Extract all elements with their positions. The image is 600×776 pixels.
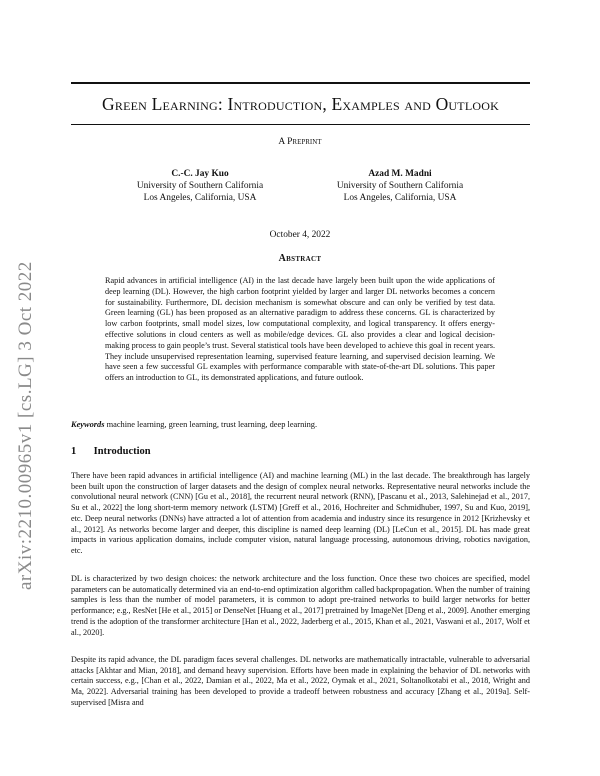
keywords-text: machine learning, green learning, trust learning, deep learning. <box>106 420 318 429</box>
author-name: C.-C. Jay Kuo <box>171 169 229 179</box>
keywords-line <box>71 420 531 429</box>
abstract-text: Rapid advances in artificial intelligence (AI) in the last decade have largely been built upon the wide applications of deep learning (DL). However, the high carbon footprint yielded by larger and larger DL networks becomes a concern for sustainability. Furthermore, DL decision mechanism is somewhat obscure and can only be verified by test data. Green learning (GL) has been proposed as an alternative paradigm to address these concerns. GL is characterized by low carbon footprints, small model sizes, low computational complexity, and logical transparency. It offers energy-effective solutions in cloud centers as well as mobile/edge devices. GL also provides a clear and logical decision-making process to gain people’s trust. Several statistical tools have been developed to achieve this goal in recent years. They include unsupervised representation learning, supervised feature learning, and supervised decision learning. We have seen a few successful GL examples with performance comparable with state-of-the-art DL solutions. This paper offers an introduction to GL, its demonstrated applications, and future outlook. <box>105 276 495 383</box>
body-paragraph: Despite its rapid advance, the DL paradigm faces several challenges. DL networks are mathematically intractable, vulnerable to adversarial attacks [Akhtar and Mian, 2018], and demand heavy supervision. Efforts have been made in explaining the behavior of DL networks with certain success, e.g., [Chan et al., 2022, Damian et al., 2022, Ma et al., 2022, Oymak et al., 2021, Soltanolkotabi et al., 2018, Wright and Ma, 2022]. Adversarial training has been developed to provide a tradeoff between robustness and accuracy [Zhang et al., 2019a]. Self-supervised [Misra and <box>71 655 530 707</box>
author-location: Los Angeles, California, USA <box>143 193 257 203</box>
author-location: Los Angeles, California, USA <box>343 193 457 203</box>
keywords-label: Keywords <box>71 420 105 429</box>
body-paragraph: DL is characterized by two design choices: the network architecture and the loss function. Once these two choices are specified, model parameters can be automatically determined via an end-to-end optimization algorithm called backpropagation. When the number of training samples is less than the number of model parameters, it is common to adopt pre-trained networks to build larger networks for better performance; e.g., ResNet [He et al., 2015] or DenseNet [Huang et al., 2017] pretrained by ImageNet [Deng et al., 2009]. Another emerging trend is the adoption of the transformer architecture [Han et al., 2022, Jaderberg et al., 2015, Khan et al., 2021, Vaswani et al., 2017, Wolf et al., 2020]. <box>71 574 530 637</box>
abstract-heading: Abstract <box>278 253 322 264</box>
author-affiliation: University of Southern California <box>136 181 264 191</box>
arxiv-identifier: arXiv:2210.00965v1 [cs.LG] 3 Oct 2022 <box>15 261 36 590</box>
author-affiliation: University of Southern California <box>336 181 464 191</box>
section-number: 1 <box>71 446 77 457</box>
publication-date: October 4, 2022 <box>269 230 331 240</box>
section-heading <box>71 446 151 457</box>
author-name: Azad M. Madni <box>368 169 432 179</box>
paper-title: Green Learning: Introduction, Examples and Outlook <box>102 94 499 114</box>
body-paragraph: There have been rapid advances in artificial intelligence (AI) and machine learning (ML) in the last decade. The breakthrough has largely been built upon the construction of larger datasets and the design of complex neural networks. Representative neural networks include the convolutional neural network (CNN) [Gu et al., 2018], the recurrent neural network (RNN), [Pascanu et al., 2013, Salehinejad et al., 2017, Su et al., 2022] the long short-term memory network (LSTM) [Greff et al., 2016, Hochreiter and Schmidhuber, 1997, Su and Kuo, 2019], etc. Deep neural networks (DNNs) have attracted a lot of attention from academia and industry since its resurgence in 2012 [Krizhevsky et al., 2012]. As networks become larger and deeper, this discipline is named deep learning (DL) [LeCun et al., 2015]. DL has made great impacts in various application domains, include computer vision, natural language processing, autonomous driving, robotics navigation, etc. <box>71 471 530 555</box>
preprint-label: A Preprint <box>278 137 322 147</box>
section-title: Introduction <box>93 446 151 457</box>
title-top-rule <box>71 82 530 84</box>
title-bottom-rule <box>71 124 530 125</box>
author-block-1 <box>90 168 310 204</box>
author-block-2 <box>290 168 510 204</box>
